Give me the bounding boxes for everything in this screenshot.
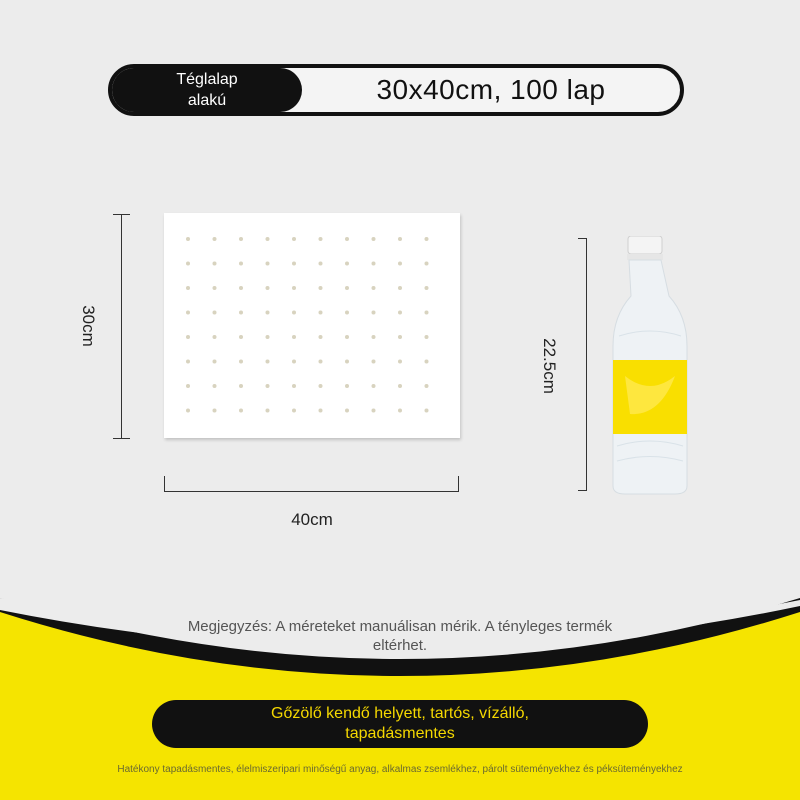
sheet-height-tick-bottom [113,438,130,439]
bottle-height-tick-top [578,238,587,239]
bottle-height-tick-bottom [578,490,587,491]
bottle-height-line [586,238,587,491]
shape-tag [112,68,302,112]
size-text: 30x40cm, 100 lap [376,74,606,105]
measurement-note: Megjegyzés: A méreteket manuálisan mérik. A tényleges termék eltérhet. [187,618,613,654]
size-banner [108,64,684,116]
parchment-sheet [164,213,460,438]
sheet-height-label: 30cm [79,305,98,347]
sheet-height-line [121,214,122,439]
sheet-width-label: 40cm [291,510,333,529]
sheet-height-tick-top [113,214,130,215]
perforation-holes [164,213,460,438]
sheet-width-line [164,491,459,492]
shape-tag-label: Téglalap alakú [176,71,238,109]
highlight-pill [152,700,648,748]
sheet-width-tick-right [458,476,459,492]
footer-text: Hatékony tapadásmentes, élelmiszeripari minőségű anyag, alkalmas zsemlékhez, párolt süteményekhez és péksüteményekhez [117,764,683,775]
sheet-width-tick-left [164,476,165,492]
highlight-text: Gőzölő kendő helyett, tartós, vízálló, tapadásmentes [271,705,529,742]
water-bottle-image [605,236,695,498]
bottle-height-label: 22.5cm [540,338,559,394]
